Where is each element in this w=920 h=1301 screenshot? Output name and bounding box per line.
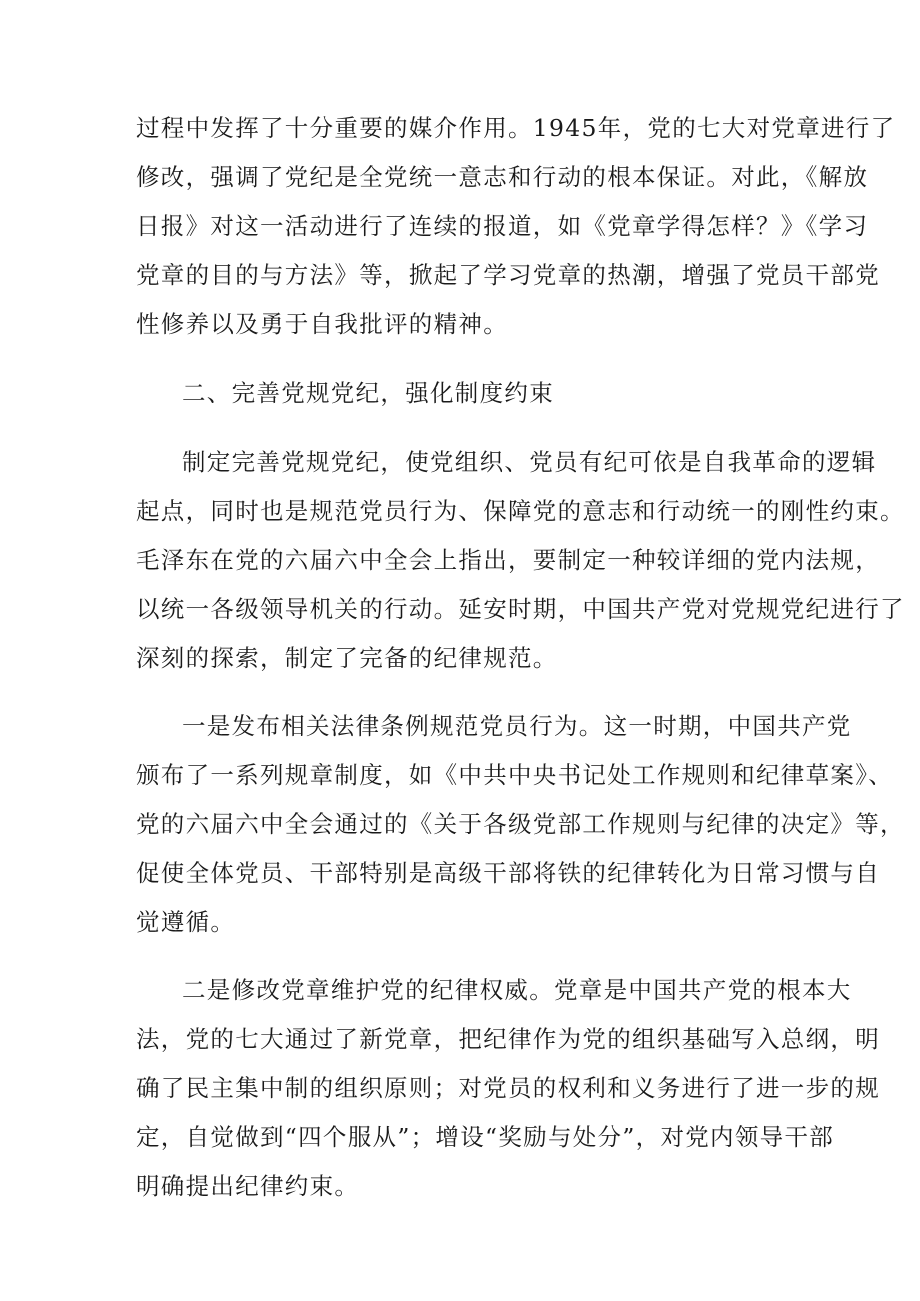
text-line: 制定完善党规党纪，使党组织、党员有纪可依是自我革命的逻辑 xyxy=(182,448,877,476)
text-line: 毛泽东在党的六届六中全会上指出，要制定一种较详细的党内法规， xyxy=(136,546,880,574)
text-line: 明确提出纪律约束。 xyxy=(136,1172,360,1200)
text-line: 确了民主集中制的组织原则；对党员的权利和义务进行了进一步的规 xyxy=(136,1074,880,1102)
heading-text: 二、完善党规党纪，强化制度约束 xyxy=(182,379,554,407)
text-line: 觉遵循。 xyxy=(136,908,236,936)
text-line: 日报》对这一活动进行了连续的报道，如《党章学得怎样？》《学习 xyxy=(136,212,869,240)
text-line: 促使全体党员、干部特别是高级干部将铁的纪律转化为日常习惯与自 xyxy=(136,859,880,887)
text-line: 二是修改党章维护党的纪律权威。党章是中国共产党的根本大 xyxy=(182,976,852,1004)
text-line: 法，党的七大通过了新党章，把纪律作为党的组织基础写入总纲，明 xyxy=(136,1025,880,1053)
text-line: 过程中发挥了十分重要的媒介作用。1945年，党的七大对党章进行了 xyxy=(136,114,896,142)
text-line: 深刻的探索，制定了完备的纪律规范。 xyxy=(136,644,558,672)
text-line: 起点，同时也是规范党员行为、保障党的意志和行动统一的刚性约束。 xyxy=(136,497,905,525)
text-line: 一是发布相关法律条例规范党员行为。这一时期，中国共产党 xyxy=(182,712,852,740)
text-line: 修改，强调了党纪是全党统一意志和行动的根本保证。对此，《解放 xyxy=(136,163,869,191)
text-line: 颁布了一系列规章制度，如《中共中央书记处工作规则和纪律草案》、 xyxy=(136,761,894,789)
text-line: 定，自觉做到“四个服从”；增设“奖励与处分”，对党内领导干部 xyxy=(136,1123,835,1151)
text-line: 性修养以及勇于自我批评的精神。 xyxy=(136,310,508,338)
text-line: 党的六届六中全会通过的《关于各级党部工作规则与纪律的决定》等， xyxy=(136,810,905,838)
text-line: 以统一各级领导机关的行动。延安时期，中国共产党对党规党纪进行了 xyxy=(136,595,905,623)
text-line: 党章的目的与方法》等，掀起了学习党章的热潮，增强了党员干部党 xyxy=(136,261,880,289)
